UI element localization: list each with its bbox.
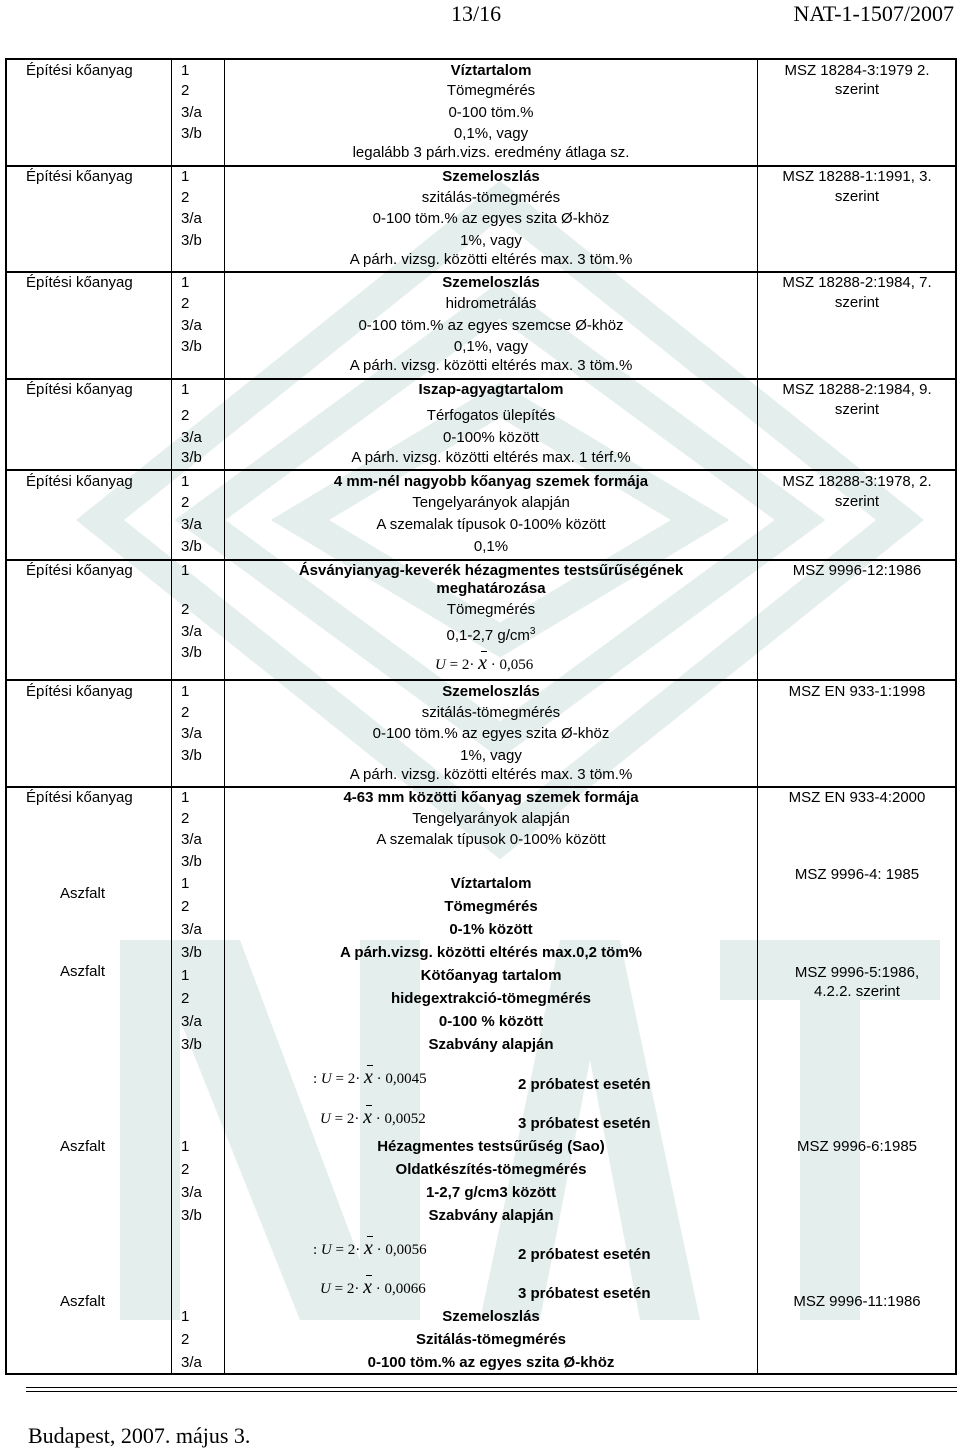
step-number: 1	[181, 789, 190, 806]
standard-ref: MSZ 9996-5:1986,	[794, 964, 920, 981]
test-title: 4 mm-nél nagyobb kőanyag szemek formája	[333, 473, 649, 490]
formula-equals: =	[335, 1071, 344, 1087]
formula-factor: 2	[346, 1111, 355, 1127]
formula-equals: =	[334, 1111, 344, 1127]
test-range: A szemalak típusok 0-100% között	[376, 516, 606, 533]
uncertainty-formula: : U = 2· x · 0,0056	[313, 1237, 427, 1259]
step-number: 1	[181, 381, 190, 398]
formula-factor: 2	[461, 657, 470, 673]
step-number: 2	[181, 189, 190, 206]
block-separator	[5, 378, 957, 380]
step-number: 2	[181, 82, 190, 99]
formula-u: U	[320, 1281, 331, 1297]
block-separator	[5, 165, 957, 167]
formula-factor: 2	[347, 1242, 356, 1258]
step-number: 3/a	[181, 725, 202, 742]
step-number: 3/b	[181, 1207, 202, 1224]
formula-value: 0,0052	[384, 1111, 426, 1127]
material-label: Építési kőanyag	[26, 562, 133, 579]
step-number: 2	[181, 407, 190, 424]
standard-ref: MSZ 9996-11:1986	[793, 1293, 921, 1310]
test-method: Tengelyarányok alapján	[412, 494, 570, 511]
standard-ref: MSZ EN 933-1:1998	[788, 683, 926, 700]
test-range: 0-100 % között	[438, 1013, 544, 1030]
step-number: 3/b	[181, 449, 202, 466]
superscript: 3	[529, 626, 536, 637]
step-number: 3/a	[181, 1354, 202, 1371]
test-title: Kötőanyag tartalom	[420, 967, 562, 984]
standard-ref-cont: szerint	[834, 493, 880, 510]
test-range: A szemalak típusok 0-100% között	[376, 831, 606, 848]
test-uncertainty-cont: A párh. vizsg. közötti eltérés max. 3 töm.%	[349, 357, 633, 374]
formula-value: 0,0056	[385, 1242, 427, 1258]
standard-ref: MSZ 18288-2:1984, 9.	[782, 381, 932, 398]
material-label: Építési kőanyag	[26, 274, 133, 291]
formula-condition: 3 próbatest esetén	[518, 1285, 651, 1302]
material-label: Építési kőanyag	[26, 789, 133, 806]
step-number: 3/a	[181, 104, 202, 121]
step-number: 2	[181, 990, 190, 1007]
test-method: Oldatkészítés-tömegmérés	[395, 1161, 587, 1178]
col-sep-1	[171, 59, 172, 1374]
step-number: 3/b	[181, 853, 202, 870]
step-number: 1	[181, 562, 190, 579]
test-range	[226, 623, 756, 645]
step-number: 3/b	[181, 338, 202, 355]
page-number: 13/16	[451, 1, 502, 26]
test-range: 0-100 töm.% az egyes szita Ø-khöz	[372, 725, 610, 742]
step-number: 2	[181, 601, 190, 618]
formula-x-bar: x	[363, 1106, 372, 1128]
step-number: 2	[181, 1161, 190, 1178]
page-header	[0, 0, 960, 34]
formula-colon: :	[313, 1071, 318, 1087]
step-number: 1	[181, 967, 190, 984]
step-number: 1	[181, 875, 190, 892]
block-separator	[5, 559, 957, 561]
test-uncertainty: Szabvány alapján	[428, 1036, 554, 1053]
uncertainty-formula: U = 2· x · 0,0052	[320, 1106, 426, 1128]
step-number: 3/b	[181, 538, 202, 555]
test-range: 0-1% között	[449, 921, 533, 938]
material-label: Építési kőanyag	[26, 62, 133, 79]
test-method: hidrometrálás	[445, 295, 537, 312]
standard-ref: MSZ 9996-12:1986	[792, 562, 922, 579]
test-uncertainty: A párh. vizsg. közötti eltérés max. 1 térf.%	[351, 449, 631, 466]
test-uncertainty: A párh.vizsg. közötti eltérés max.0,2 töm%	[339, 944, 643, 961]
formula-condition: 2 próbatest esetén	[518, 1076, 651, 1093]
material-label: Építési kőanyag	[26, 473, 133, 490]
test-title: Szemeloszlás	[442, 1308, 540, 1325]
formula-colon: :	[313, 1242, 318, 1258]
step-number: 1	[181, 274, 190, 291]
block-separator	[5, 786, 957, 788]
formula-equals: =	[335, 1242, 344, 1258]
uncertainty-formula: U = 2· x · 0,056	[435, 652, 534, 674]
standard-ref-cont: szerint	[834, 401, 880, 418]
step-number: 3/b	[181, 1036, 202, 1053]
formula-u: U	[320, 1071, 332, 1087]
formula-u: U	[320, 1242, 332, 1258]
step-number: 3/a	[181, 623, 202, 640]
step-number: 3/a	[181, 921, 202, 938]
step-number: 1	[181, 683, 190, 700]
standard-ref-cont: 4.2.2. szerint	[814, 983, 900, 1000]
step-number: 2	[181, 494, 190, 511]
formula-condition: 3 próbatest esetén	[518, 1115, 651, 1132]
step-number: 1	[181, 473, 190, 490]
step-number: 3/a	[181, 1184, 202, 1201]
test-uncertainty: 0,1%	[473, 538, 509, 555]
standard-ref: MSZ 18288-2:1984, 7.	[782, 274, 932, 291]
test-title: Szemeloszlás	[442, 683, 540, 700]
material-label: Építési kőanyag	[26, 683, 133, 700]
step-number: 3/a	[181, 1013, 202, 1030]
step-number: 1	[181, 168, 190, 185]
standard-ref: MSZ 9996-4: 1985	[794, 866, 920, 883]
block-separator	[5, 679, 957, 681]
test-method: szitálás-tömegmérés	[421, 189, 561, 206]
formula-value: 0,0066	[384, 1281, 426, 1297]
step-number: 2	[181, 898, 190, 915]
step-number: 3/b	[181, 125, 202, 142]
test-range: 0-100 töm.% az egyes szita Ø-khöz	[367, 1354, 615, 1371]
test-uncertainty: 0,1%, vagy	[453, 125, 529, 142]
material-label: Építési kőanyag	[26, 168, 133, 185]
formula-x-bar: x	[478, 652, 487, 674]
test-method: Tömegmérés	[444, 898, 538, 915]
block-separator	[5, 271, 957, 273]
formula-value: 0,0045	[385, 1071, 427, 1087]
test-uncertainty: 1%, vagy	[460, 747, 522, 764]
uncertainty-formula: U = 2· x · 0,0066	[320, 1276, 426, 1298]
footer-date: Budapest, 2007. május 3.	[28, 1423, 251, 1448]
formula-value: 0,056	[499, 657, 534, 673]
step-number: 3/b	[181, 644, 202, 661]
standard-ref: MSZ 18284-3:1979 2.	[784, 62, 930, 79]
test-title-cont: meghatározása	[436, 580, 546, 597]
test-uncertainty-cont: A párh. vizsg. közötti eltérés max. 3 töm.%	[349, 251, 633, 268]
step-number: 2	[181, 1331, 190, 1348]
standard-ref: MSZ EN 933-4:2000	[788, 789, 926, 806]
step-number: 3/a	[181, 516, 202, 533]
formula-x-bar: x	[363, 1237, 373, 1259]
col-sep-2	[224, 59, 225, 1374]
test-method: Szitálás-tömegmérés	[415, 1331, 567, 1348]
material-label: Aszfalt	[60, 885, 106, 902]
material-label: Építési kőanyag	[26, 381, 133, 398]
formula-factor: 2	[346, 1281, 355, 1297]
test-title: Szemeloszlás	[442, 274, 540, 291]
test-uncertainty: 1%, vagy	[460, 232, 522, 249]
test-title: Víztartalom	[450, 62, 532, 79]
test-method: hidegextrakció-tömegmérés	[390, 990, 592, 1007]
test-method: Tömegmérés	[446, 601, 536, 618]
step-number: 2	[181, 704, 190, 721]
step-number: 1	[181, 1308, 190, 1325]
material-label: Aszfalt	[60, 1293, 106, 1310]
test-uncertainty-cont: A párh. vizsg. közötti eltérés max. 3 töm.%	[349, 766, 633, 783]
step-number: 3/a	[181, 831, 202, 848]
test-uncertainty-cont: legalább 3 párh.vizs. eredmény átlaga sz.	[352, 144, 630, 161]
step-number: 1	[181, 1138, 190, 1155]
standard-ref-cont: szerint	[834, 81, 880, 98]
uncertainty-formula: : U = 2· x · 0,0045	[313, 1066, 427, 1088]
test-title: Iszap-agyagtartalom	[418, 381, 564, 398]
test-title: Ásványianyag-keverék hézagmentes testsűrűségének	[298, 562, 684, 579]
formula-u: U	[435, 657, 446, 673]
test-title: Hézagmentes testsűrűség (Sao)	[377, 1138, 605, 1155]
test-range: 1-2,7 g/cm3 között	[425, 1184, 557, 1201]
step-number: 3/a	[181, 210, 202, 227]
standard-ref: MSZ 9996-6:1985	[796, 1138, 918, 1155]
formula-u: U	[320, 1111, 331, 1127]
material-label: Aszfalt	[60, 963, 106, 980]
formula-factor: 2	[347, 1071, 356, 1087]
test-range: 0-100 töm.% az egyes szita Ø-khöz	[372, 210, 610, 227]
formula-equals: =	[334, 1281, 344, 1297]
test-title: 4-63 mm közötti kőanyag szemek formája	[343, 789, 639, 806]
test-uncertainty: Szabvány alapján	[428, 1207, 554, 1224]
step-number: 3/a	[181, 317, 202, 334]
formula-x-bar: x	[363, 1066, 373, 1088]
test-title: Víztartalom	[450, 875, 532, 892]
test-range: 0-100 töm.% az egyes szemcse Ø-khöz	[358, 317, 624, 334]
step-number: 1	[181, 62, 190, 79]
formula-x-bar: x	[363, 1276, 372, 1298]
test-method: Tengelyarányok alapján	[412, 810, 570, 827]
col-sep-3	[757, 59, 758, 1374]
step-number: 3/b	[181, 747, 202, 764]
standard-ref-cont: szerint	[834, 188, 880, 205]
footer-divider	[26, 1391, 957, 1392]
test-method: szitálás-tömegmérés	[421, 704, 561, 721]
formula-equals: =	[449, 657, 459, 673]
test-range: 0-100% között	[443, 429, 539, 446]
test-method: Térfogatos ülepítés	[426, 407, 556, 424]
block-separator	[5, 469, 957, 471]
test-method: Tömegmérés	[446, 82, 536, 99]
test-uncertainty: 0,1%, vagy	[453, 338, 529, 355]
formula-condition: 2 próbatest esetén	[518, 1246, 651, 1263]
document-id: NAT-1-1507/2007	[793, 1, 954, 26]
step-number: 2	[181, 295, 190, 312]
step-number: 3/b	[181, 232, 202, 249]
test-title: Szemeloszlás	[442, 168, 540, 185]
standard-ref-cont: szerint	[834, 294, 880, 311]
standard-ref: MSZ 18288-3:1978, 2.	[782, 473, 932, 490]
material-label: Aszfalt	[60, 1138, 106, 1155]
test-range: 0-100 töm.%	[448, 104, 534, 121]
step-number: 2	[181, 810, 190, 827]
step-number: 3/a	[181, 429, 202, 446]
test-range-value: 0,1-2,7 g/cm	[446, 627, 530, 644]
footer-divider	[26, 1387, 957, 1388]
step-number: 3/b	[181, 944, 202, 961]
standard-ref: MSZ 18288-1:1991, 3.	[782, 168, 932, 185]
